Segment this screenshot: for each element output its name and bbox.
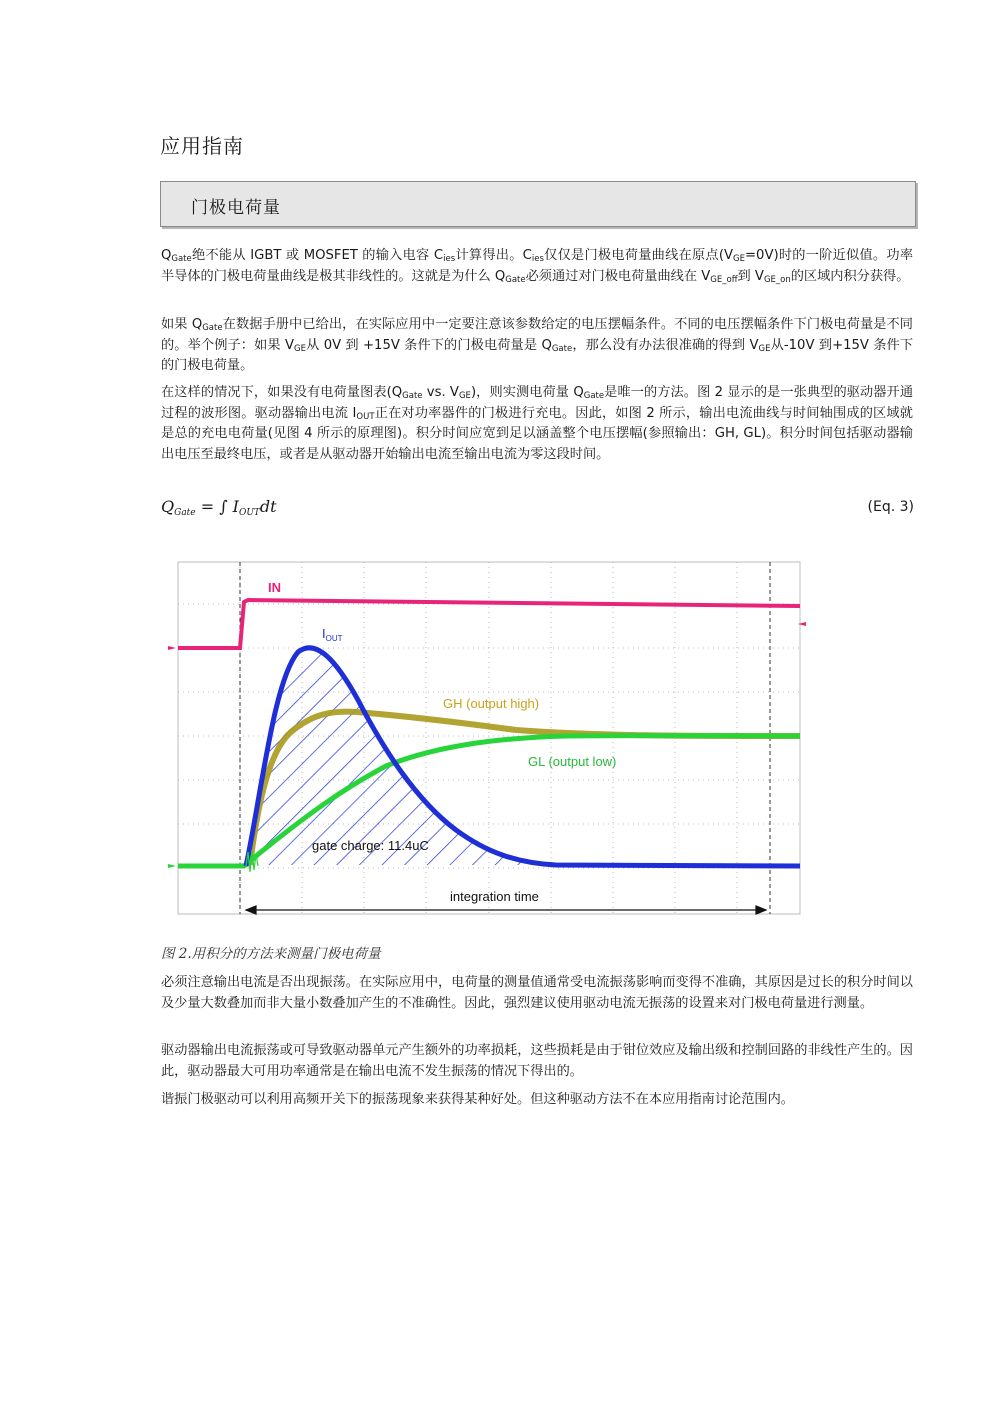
paragraph-4: 必须注意输出电流是否出现振荡。在实际应用中，电荷量的测量值通常受电流振荡影响而变得不准确，其原因是过长的积分时间以及少量大数叠加而非大量小数叠加产生的不准确性。因此，强烈建议使用驱动电流无振荡的设置来对门极电荷量进行测量。 [161, 975, 913, 1011]
gate-charge-formula: $Q_{Gate}$ = ∫ $I_{OUT}dt$ [161, 497, 277, 518]
label-iout: $I_{OUT}$ [322, 626, 343, 643]
label-gh: GH (output high) [443, 696, 540, 711]
page-header-title: 应用指南 [160, 134, 244, 158]
channel-marker-left [168, 646, 176, 650]
paragraph-2: 如果 $Q_{Gate}$在数据手册中已给出，在实际应用中一定要注意该参数给定的电压摆幅条件。不同的电压摆幅条件下门极电荷量是不同的。举个例子：如果 $V_{GE}$从 0V 到 +15V 条件下的门极电荷量是 $Q_{Gate}$，那么没有办法很准确的得到 $V_{GE}$从-10V 到+15V 条件下的门极电荷量。 [161, 317, 914, 373]
section-title: 门极电荷量 [191, 198, 281, 218]
channel-marker-left-gl [168, 864, 176, 868]
paragraph-6: 谐振门极驱动可以利用高频开关下的振荡现象来获得某种好处。但这种驱动方法不在本应用指南讨论范围内。 [161, 1092, 794, 1107]
label-in: IN [268, 580, 281, 595]
oscilloscope-figure [166, 560, 806, 920]
label-gl: GL (output low) [528, 754, 617, 769]
section-title-box [160, 181, 916, 227]
label-integration-time: integration time [450, 889, 539, 904]
paragraph-5: 驱动器输出电流振荡或可导致驱动器单元产生额外的功率损耗，这些损耗是由于钳位效应及输出级和控制回路的非线性产生的。因此，驱动器最大可用功率通常是在输出电流不发生振荡的情况下得出的。 [161, 1043, 913, 1079]
figure-caption: 图 2.用积分的方法来测量门极电荷量 [161, 946, 381, 962]
label-gate-charge: gate charge: 11.4uC [312, 838, 429, 853]
equation-number: (Eq. 3) [867, 499, 914, 515]
paragraph-1: $Q_{Gate}$绝不能从 IGBT 或 MOSFET 的输入电容 $C_{ies}$计算得出。$C_{ies}$仅仅是门极电荷量曲线在原点$(V_{GE}=0V)$时的一阶近似值。功率半导体的门极电荷量曲线是极其非线性的。这就是为什么 $Q_{Gate}$必须通过对门极电荷量曲线在 $V_{GE\_off}$到 $V_{GE\_on}$的区域内积分获得。 [161, 248, 914, 285]
paragraph-3: 在这样的情况下，如果没有电荷量图表($Q_{Gate}$ vs. $V_{GE}$)，则实测电荷量 $Q_{Gate}$是唯一的方法。图 2 显示的是一张典型的驱动器开通过程的波形图。驱动器输出电流 $I_{OUT}$正在对功率器件的门极进行充电。因此，如图 2 所示，输出电流曲线与时间轴围成的区域就是总的充电电荷量(见图 4 所示的原理图)。积分时间应宽到足以涵盖整个电压摆幅(参照输出：GH, GL)。积分时间包括驱动器输出电压至最终电压，或者是从驱动器开始输出电流至输出电流为零这段时间。 [161, 385, 914, 462]
